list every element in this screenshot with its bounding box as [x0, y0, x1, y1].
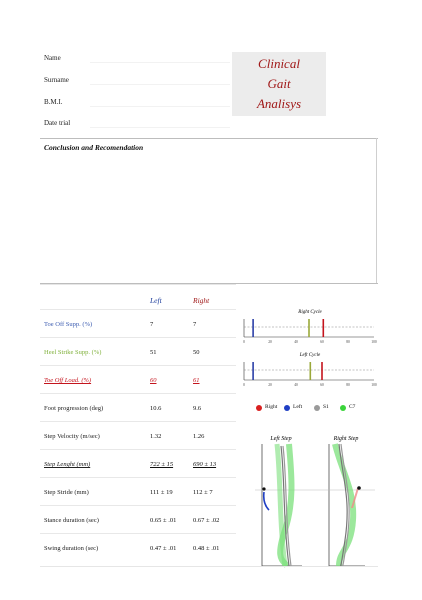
cycle-tick-label: 0 — [243, 340, 245, 344]
cycle-tick-label: 80 — [346, 340, 350, 344]
marker-legend — [256, 404, 386, 414]
row-separator — [40, 505, 236, 506]
row-separator — [40, 533, 236, 534]
left-step-marker — [262, 487, 265, 490]
legend-label: Left — [293, 404, 303, 410]
row-label: Toe Off Supp. (%) — [44, 321, 93, 328]
bmi-label: B.M.I. — [44, 98, 63, 106]
divider-bottom-2 — [40, 284, 236, 285]
row-label: Step Stride (mm) — [44, 489, 89, 496]
right-step-marker — [357, 486, 361, 490]
row-separator — [40, 309, 236, 310]
row-label: Step Lenght (mm) — [44, 461, 91, 468]
step-trajectory-diagram — [255, 430, 375, 570]
row-right-value: 690 ± 13 — [193, 461, 217, 468]
legend-dot — [314, 405, 320, 411]
cycle-tick-label: 100 — [371, 383, 377, 387]
name-label: Name — [44, 54, 61, 62]
right-cycle-chart — [238, 305, 378, 351]
right-step-plot — [315, 444, 375, 566]
date-trial-label: Date trial — [44, 119, 71, 127]
row-left-value: 0.65 ± .01 — [150, 517, 177, 524]
left-step-title: Left Step — [270, 436, 292, 442]
legend-label: Right — [265, 404, 278, 410]
row-label: Stance duration (sec) — [44, 517, 99, 524]
row-label: Swing duration (sec) — [44, 545, 99, 552]
legend-dot — [256, 405, 262, 411]
legend-dot — [284, 405, 290, 411]
row-right-value: 9.6 — [193, 405, 202, 412]
row-left-value: 7 — [150, 321, 154, 328]
row-separator — [40, 449, 236, 450]
cycle-tick-label: 40 — [294, 383, 298, 387]
surname-field[interactable] — [90, 84, 230, 85]
cycle-tick-label: 80 — [346, 383, 350, 387]
row-left-value: 60 — [150, 377, 157, 384]
title-line-3: Analisys — [256, 96, 302, 111]
left-step-plot — [255, 444, 315, 566]
cycle-tick-label: 0 — [243, 383, 245, 387]
row-left-value: 111 ± 19 — [150, 489, 173, 496]
divider-footer — [40, 566, 378, 567]
name-field[interactable] — [90, 62, 230, 63]
right-cycle-title: Right Cycle — [298, 310, 322, 315]
bmi-field[interactable] — [90, 106, 230, 107]
legend-label: C7 — [349, 404, 356, 410]
row-left-value: 0.47 ± .01 — [150, 545, 177, 552]
cycle-tick-label: 20 — [268, 383, 272, 387]
legend-dot — [340, 405, 346, 411]
column-right-header: Right — [193, 296, 210, 305]
title-line-2: Gait — [267, 76, 291, 91]
row-separator — [40, 365, 236, 366]
row-separator — [40, 337, 236, 338]
row-right-value: 1.26 — [193, 433, 205, 440]
legend-label: S1 — [323, 404, 329, 410]
row-label: Step Velocity (m/sec) — [44, 433, 100, 440]
cycle-tick-label: 60 — [320, 383, 324, 387]
row-right-value: 61 — [193, 377, 200, 384]
divider-top — [40, 138, 378, 139]
left-step-left-foot-trace — [264, 492, 269, 510]
row-left-value: 10.6 — [150, 405, 162, 412]
conclusion-right-border — [376, 138, 377, 284]
row-separator — [40, 393, 236, 394]
row-left-value: 722 ± 15 — [150, 461, 174, 468]
row-right-value: 112 ± 7 — [193, 489, 213, 496]
row-separator — [40, 477, 236, 478]
surname-label: Surname — [44, 76, 69, 84]
left-cycle-title: Left Cycle — [299, 353, 321, 358]
row-right-value: 0.48 ± .01 — [193, 545, 220, 552]
left-cycle-chart — [238, 348, 378, 394]
conclusion-heading: Conclusion and Recomendation — [44, 143, 144, 152]
row-right-value: 50 — [193, 349, 200, 356]
cycle-tick-label: 100 — [371, 340, 377, 344]
cycle-tick-label: 60 — [320, 340, 324, 344]
row-left-value: 51 — [150, 349, 157, 356]
column-left-header: Left — [150, 296, 162, 305]
cycle-tick-label: 20 — [268, 340, 272, 344]
report-title-box — [232, 52, 326, 116]
row-label: Foot progression (deg) — [44, 405, 104, 412]
row-separator — [40, 421, 236, 422]
title-line-1: Clinical — [258, 56, 300, 71]
row-right-value: 7 — [193, 321, 197, 328]
row-label: Heel Strike Supp. (%) — [44, 349, 102, 356]
cycle-tick-label: 40 — [294, 340, 298, 344]
row-label: Toe Off Load. (%) — [44, 377, 92, 384]
right-step-title: Right Step — [333, 436, 359, 442]
row-left-value: 1.32 — [150, 433, 162, 440]
row-right-value: 0.67 ± .02 — [193, 517, 220, 524]
date-trial-field[interactable] — [90, 127, 230, 128]
